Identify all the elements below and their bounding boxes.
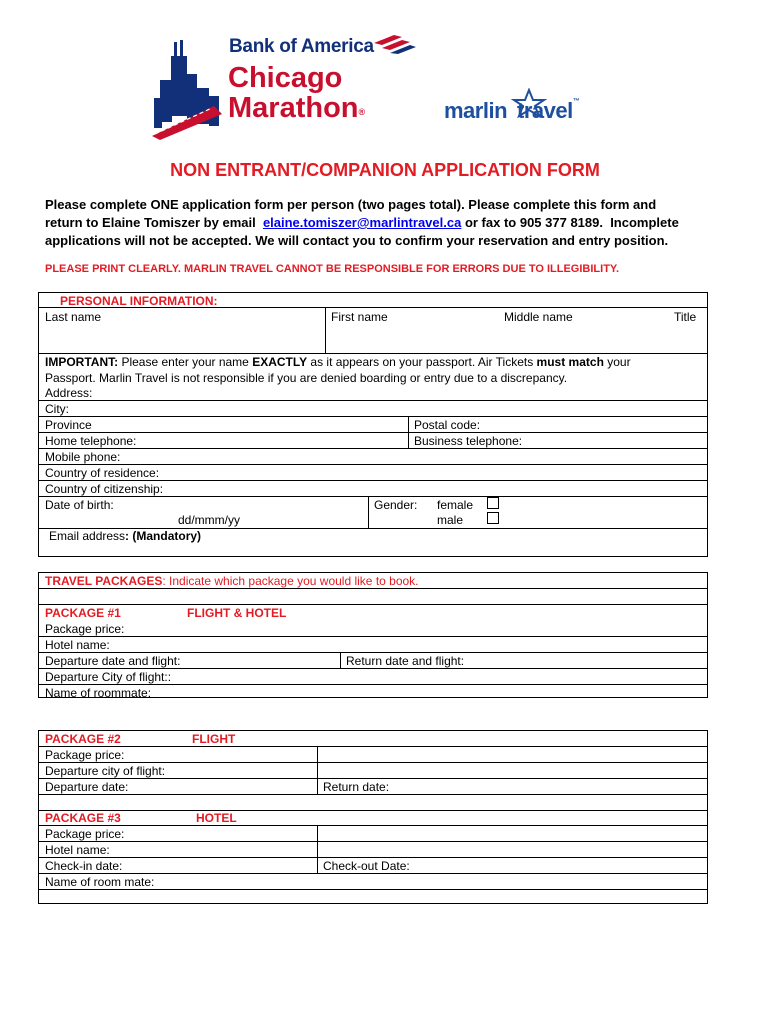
package-2-departure-city-label[interactable]: Departure city of flight: — [45, 764, 166, 778]
title-label[interactable]: Title — [674, 310, 697, 324]
package-1-roommate-label[interactable]: Name of roommate: — [45, 686, 152, 700]
gender-female-checkbox[interactable] — [487, 497, 499, 509]
important-text-1: Please enter your name — [118, 355, 253, 369]
email-link[interactable]: elaine.tomiszer@marlintravel.ca — [262, 215, 462, 230]
first-name-label[interactable]: First name — [331, 310, 388, 324]
bank-of-america-wordmark: Bank of America — [229, 36, 374, 57]
address-label[interactable]: Address: — [45, 386, 93, 400]
package-3-checkin-label[interactable]: Check-in date: — [45, 859, 123, 873]
country-of-citizenship-label[interactable]: Country of citizenship: — [45, 482, 164, 496]
marlin-star-icon — [510, 88, 548, 118]
important-must-match: must match — [536, 355, 604, 369]
package-1-departure-city-label[interactable]: Departure City of flight:: — [45, 670, 172, 684]
package-1-return-label[interactable]: Return date and flight: — [346, 654, 465, 668]
marathon-wordmark — [228, 93, 365, 123]
important-text-3: your — [603, 355, 631, 369]
intro-paragraph — [45, 196, 735, 250]
important-label: IMPORTANT: — [45, 355, 119, 369]
last-name-label[interactable]: Last name — [45, 310, 102, 324]
gender-male-checkbox[interactable] — [487, 512, 499, 524]
package-1-departure-label[interactable]: Departure date and flight: — [45, 654, 181, 668]
package-3-hotel-label[interactable]: Hotel name: — [45, 843, 110, 857]
important-notice-line-1 — [45, 355, 631, 369]
package-3-roommate-label[interactable]: Name of room mate: — [45, 875, 155, 889]
package-1-price-label[interactable]: Package price: — [45, 622, 125, 636]
email-address-text: Email address — [49, 529, 126, 543]
travel-packages-header — [45, 574, 419, 588]
province-label[interactable]: Province — [45, 418, 92, 432]
package-3-checkout-label[interactable]: Check-out Date: — [323, 859, 410, 873]
personal-info-table — [38, 292, 708, 557]
package-1-type: FLIGHT & HOTEL — [187, 606, 287, 620]
travel-text: travel — [517, 98, 573, 123]
intro-line-2-prefix: return to Elaine Tomiszer by email — [45, 215, 263, 230]
chicago-wordmark: Chicago — [228, 62, 343, 94]
package-2-departure-date-label[interactable]: Departure date: — [45, 780, 129, 794]
middle-name-label[interactable]: Middle name — [504, 310, 573, 324]
city-label[interactable]: City: — [45, 402, 69, 416]
form-title: NON ENTRANT/COMPANION APPLICATION FORM — [170, 160, 600, 180]
email-address-label[interactable] — [49, 529, 201, 543]
registered-mark: ® — [358, 107, 366, 117]
intro-line-3: applications will not be accepted. We will contact you to confirm your reservation and entry position. — [45, 233, 669, 248]
bank-of-america-flag-icon — [372, 33, 418, 55]
email-mandatory-text: : (Mandatory) — [125, 529, 202, 543]
mobile-phone-label[interactable]: Mobile phone: — [45, 450, 121, 464]
package-3-label: PACKAGE #3 — [45, 811, 121, 825]
travel-packages-instruction: : Indicate which package you would like to book. — [162, 574, 419, 588]
package-3-price-label[interactable]: Package price: — [45, 827, 125, 841]
package-2-price-label[interactable]: Package price: — [45, 748, 125, 762]
travel-packages-label: TRAVEL PACKAGES — [45, 574, 163, 588]
personal-info-header: PERSONAL INFORMATION: — [60, 294, 218, 308]
business-telephone-label[interactable]: Business telephone: — [414, 434, 523, 448]
package-1-hotel-label[interactable]: Hotel name: — [45, 638, 110, 652]
trademark-mark: ™ — [572, 98, 580, 105]
marathon-text: Marathon — [228, 92, 359, 124]
intro-line-1: Please complete ONE application form per person (two pages total). Please complete this form and — [45, 197, 657, 212]
intro-line-2 — [45, 214, 735, 232]
important-text-2: as it appears on your passport. Air Tickets — [307, 355, 537, 369]
package-1-label: PACKAGE #1 — [45, 606, 121, 620]
home-telephone-label[interactable]: Home telephone: — [45, 434, 137, 448]
important-exactly: EXACTLY — [252, 355, 308, 369]
package-2-return-date-label[interactable]: Return date: — [323, 780, 390, 794]
postal-code-label[interactable]: Postal code: — [414, 418, 481, 432]
date-of-birth-format: dd/mmm/yy — [178, 513, 241, 527]
legibility-warning: PLEASE PRINT CLEARLY. MARLIN TRAVEL CANNOT BE RESPONSIBLE FOR ERRORS DUE TO ILLEGIBILITY. — [45, 263, 620, 275]
package-2-type: FLIGHT — [192, 732, 236, 746]
marlin-text: marlin — [444, 98, 508, 123]
date-of-birth-label[interactable]: Date of birth: — [45, 498, 114, 512]
package-2-label: PACKAGE #2 — [45, 732, 121, 746]
gender-male-label: male — [437, 513, 464, 527]
gender-female-label: female — [437, 498, 474, 512]
intro-line-2-suffix: or fax to 905 377 8189. Incomplete — [461, 215, 679, 230]
chicago-skyline-logo — [152, 36, 222, 140]
package-3-type: HOTEL — [196, 811, 237, 825]
gender-label: Gender: — [374, 498, 418, 512]
country-of-residence-label[interactable]: Country of residence: — [45, 466, 160, 480]
important-notice-line-2: Passport. Marlin Travel is not responsible if you are denied boarding or entry due to a discrepancy. — [45, 371, 568, 385]
